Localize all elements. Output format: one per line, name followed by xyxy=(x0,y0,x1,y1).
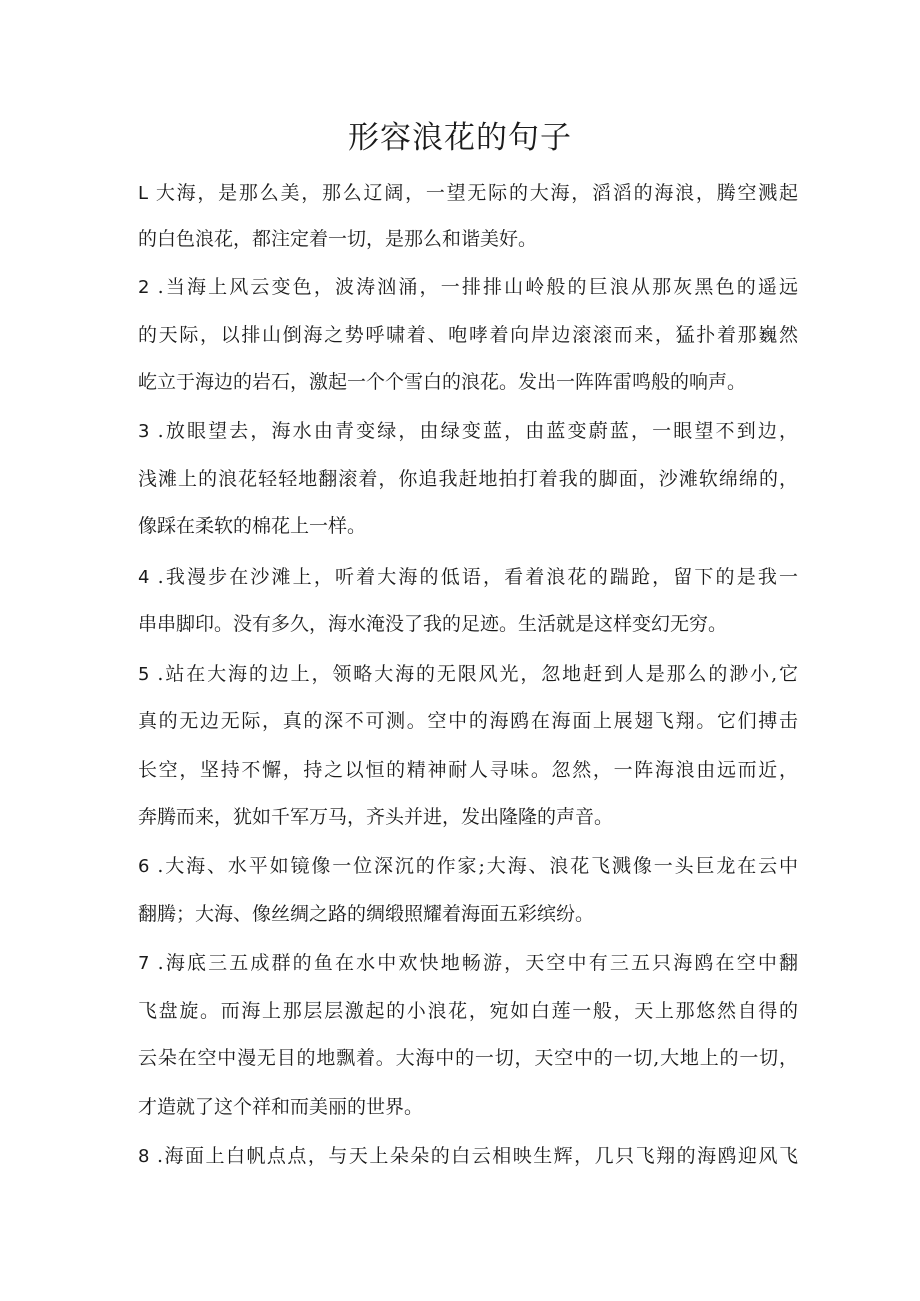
paragraph-4-marker: 4 xyxy=(138,567,150,588)
paragraph-2-line-1: 2 .当海上风云变色，波涛汹涌，一排排山岭般的巨浪从那灰黑色的遥远 xyxy=(138,276,798,298)
paragraph-7-line-1: 7 .海底三五成群的鱼在水中欢快地畅游，天空中有三五只海鸥在空中翻 xyxy=(138,952,798,974)
paragraph-5-marker: 5 xyxy=(138,664,150,685)
paragraph-2-marker: 2 xyxy=(138,277,150,298)
page-title: 形容浪花的句子 xyxy=(348,120,572,156)
paragraph-5-line-2: 真的无边无际，真的深不可测。空中的海鸥在海面上展翅飞翔。它们搏击 xyxy=(138,710,798,732)
paragraph-7-line-2: 飞盘旋。而海上那层层激起的小浪花，宛如白莲一般，天上那悠然自得的 xyxy=(138,1000,798,1022)
paragraph-6-line-2: 翻腾；大海、像丝绸之路的绸缎照耀着海面五彩缤纷。 xyxy=(138,903,595,925)
paragraph-2-line-2: 的天际，以排山倒海之势呼啸着、咆哮着向岸边滚滚而来，猛扑着那巍然 xyxy=(138,324,798,346)
paragraph-3-line-2: 浅滩上的浪花轻轻地翻滚着，你追我赶地拍打着我的脚面，沙滩软绵绵的， xyxy=(138,468,798,490)
paragraph-7-marker: 7 xyxy=(138,953,150,974)
paragraph-5-line-4: 奔腾而来，犹如千军万马，齐头并进，发出隆隆的声音。 xyxy=(138,806,614,828)
paragraph-7-line-3: 云朵在空中漫无目的地飘着。大海中的一切，天空中的一切,大地上的一切， xyxy=(138,1047,798,1069)
paragraph-3-marker: 3 xyxy=(138,421,150,442)
paragraph-6-line-1: 6 .大海、水平如镜像一位深沉的作家;大海、浪花飞溅像一头巨龙在云中 xyxy=(138,855,798,877)
paragraph-1-marker: L xyxy=(138,183,149,204)
paragraph-8-marker: 8 xyxy=(138,1146,150,1167)
paragraph-7-line-4: 才造就了这个祥和而美丽的世界。 xyxy=(138,1096,424,1118)
paragraph-3-line-1: 3 .放眼望去，海水由青变绿，由绿变蓝，由蓝变蔚蓝，一眼望不到边， xyxy=(138,420,798,442)
paragraph-1-line-2: 的白色浪花，都注定着一切，是那么和谐美好。 xyxy=(138,228,538,250)
paragraph-1-line-1: L 大海，是那么美，那么辽阔，一望无际的大海，滔滔的海浪，腾空溅起 xyxy=(138,182,798,204)
paragraph-3-line-3: 像踩在柔软的棉花上一样。 xyxy=(138,515,367,537)
paragraph-4-line-1: 4 .我漫步在沙滩上，听着大海的低语，看着浪花的踹跄，留下的是我一 xyxy=(138,566,798,588)
paragraph-8-line-1: 8 .海面上白帆点点，与天上朵朵的白云相映生辉，几只飞翔的海鸥迎风飞 xyxy=(138,1145,798,1167)
paragraph-4-line-2: 串串脚印。没有多久，海水淹没了我的足迹。生活就是这样变幻无穷。 xyxy=(138,613,728,635)
paragraph-5-line-3: 长空，坚持不懈，持之以恒的精神耐人寻味。忽然，一阵海浪由远而近， xyxy=(138,759,798,781)
paragraph-6-marker: 6 xyxy=(138,856,150,877)
paragraph-5-line-1: 5 .站在大海的边上，领略大海的无限风光，忽地赶到人是那么的渺小,它 xyxy=(138,663,798,685)
paragraph-2-line-3: 屹立于海边的岩石，激起一个个雪白的浪花。发出一阵阵雷鸣般的响声。 xyxy=(138,371,747,393)
